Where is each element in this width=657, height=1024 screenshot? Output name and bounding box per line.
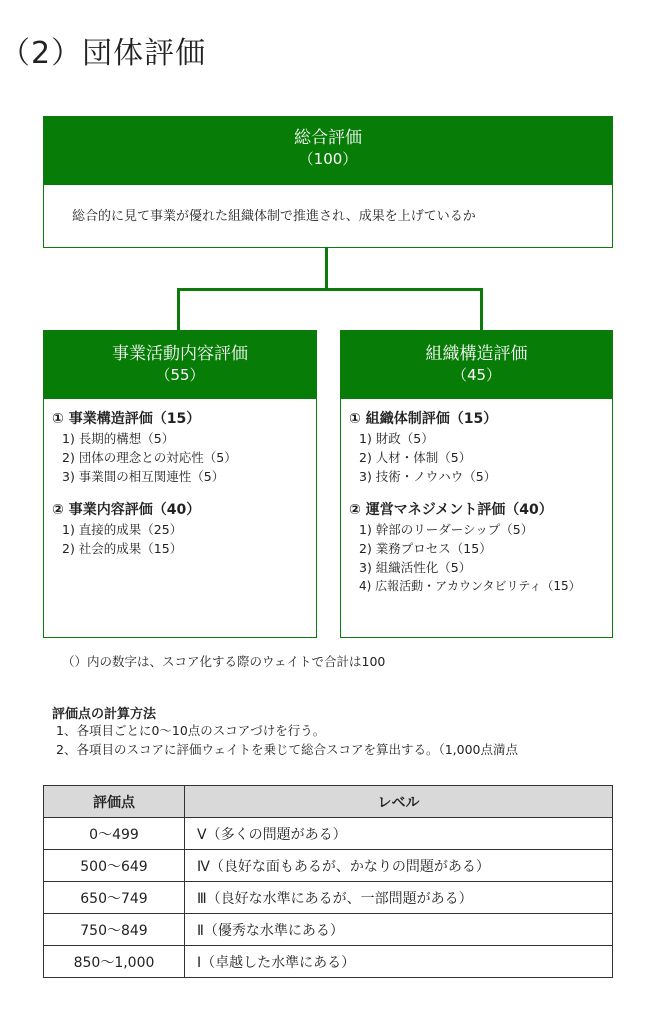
overall-header: [44, 117, 612, 185]
score-range: 850～1,000: [44, 946, 185, 978]
overall-weight: （100）: [298, 150, 358, 168]
header-level: レベル: [185, 786, 613, 818]
connector-right-drop: [480, 288, 483, 331]
connector-left-drop: [177, 288, 180, 331]
list-item: 4) 広報活動・アカウンタビリティ（15）: [359, 579, 581, 593]
list-item: 1) 財政（5）: [359, 431, 434, 446]
score-range: 750～849: [44, 914, 185, 946]
page-title: （2）団体評価: [0, 36, 207, 71]
table-row: [44, 882, 613, 914]
level-text: Ⅰ（卓越した水準にある）: [185, 946, 613, 978]
organization-structure-header: [341, 331, 612, 399]
table-row: [44, 850, 613, 882]
list-item: 1) 直接的成果（25）: [62, 522, 183, 537]
section-heading: ① 組織体制評価（15）: [349, 411, 498, 427]
level-text: Ⅴ（多くの問題がある）: [185, 818, 613, 850]
connector-vertical: [325, 248, 328, 290]
section-heading: ① 事業構造評価（15）: [52, 411, 201, 427]
section-heading: ② 事業内容評価（40）: [52, 502, 201, 518]
list-item: 1) 幹部のリーダーシップ（5）: [359, 522, 534, 537]
table-row: [44, 818, 613, 850]
level-text: Ⅳ（良好な面もあるが、かなりの問題がある）: [185, 850, 613, 882]
business-activity-weight: （55）: [155, 366, 205, 384]
connector-horizontal: [177, 288, 483, 291]
score-range: 500～649: [44, 850, 185, 882]
calc-heading: 評価点の計算方法: [52, 707, 157, 722]
list-item: 2) 業務プロセス（15）: [359, 541, 492, 556]
list-item: 3) 事業間の相互関連性（5）: [62, 469, 225, 484]
list-item: 2) 社会的成果（15）: [62, 541, 183, 556]
list-item: 1) 長期的構想（5）: [62, 431, 175, 446]
organization-structure-weight: （45）: [451, 366, 502, 384]
calc-line: 2、各項目のスコアに評価ウェイトを乗じて総合スコアを算出する。（1,000点満点: [56, 742, 518, 757]
organization-structure-box: [340, 330, 613, 638]
score-range: 650～749: [44, 882, 185, 914]
overall-description: 総合的に見て事業が優れた組織体制で推進され、成果を上げているか: [72, 209, 476, 224]
score-range: 0～499: [44, 818, 185, 850]
table-row: [44, 914, 613, 946]
level-text: Ⅲ（良好な水準にあるが、一部問題がある）: [185, 882, 613, 914]
weight-note: （）内の数字は、スコア化する際のウェイトで合計は100: [62, 654, 386, 669]
section-heading: ② 運営マネジメント評価（40）: [349, 502, 553, 518]
score-level-table: [43, 785, 613, 978]
list-item: 2) 人材・体制（5）: [359, 450, 472, 465]
organization-structure-name: 組織構造評価: [425, 344, 528, 364]
header-score: 評価点: [44, 786, 185, 818]
table-header-row: [44, 786, 613, 818]
business-activity-header: [44, 331, 316, 399]
business-activity-box: [43, 330, 317, 638]
business-activity-name: 事業活動内容評価: [112, 344, 248, 364]
list-item: 2) 団体の理念との対応性（5）: [62, 450, 237, 465]
calc-line: 1、各項目ごとに0～10点のスコアづけを行う。: [56, 723, 326, 738]
overall-box: [43, 116, 613, 248]
overall-name: 総合評価: [294, 128, 362, 148]
list-item: 3) 技術・ノウハウ（5）: [359, 469, 497, 484]
list-item: 3) 組織活性化（5）: [359, 560, 472, 575]
table-row: [44, 946, 613, 978]
level-text: Ⅱ（優秀な水準にある）: [185, 914, 613, 946]
